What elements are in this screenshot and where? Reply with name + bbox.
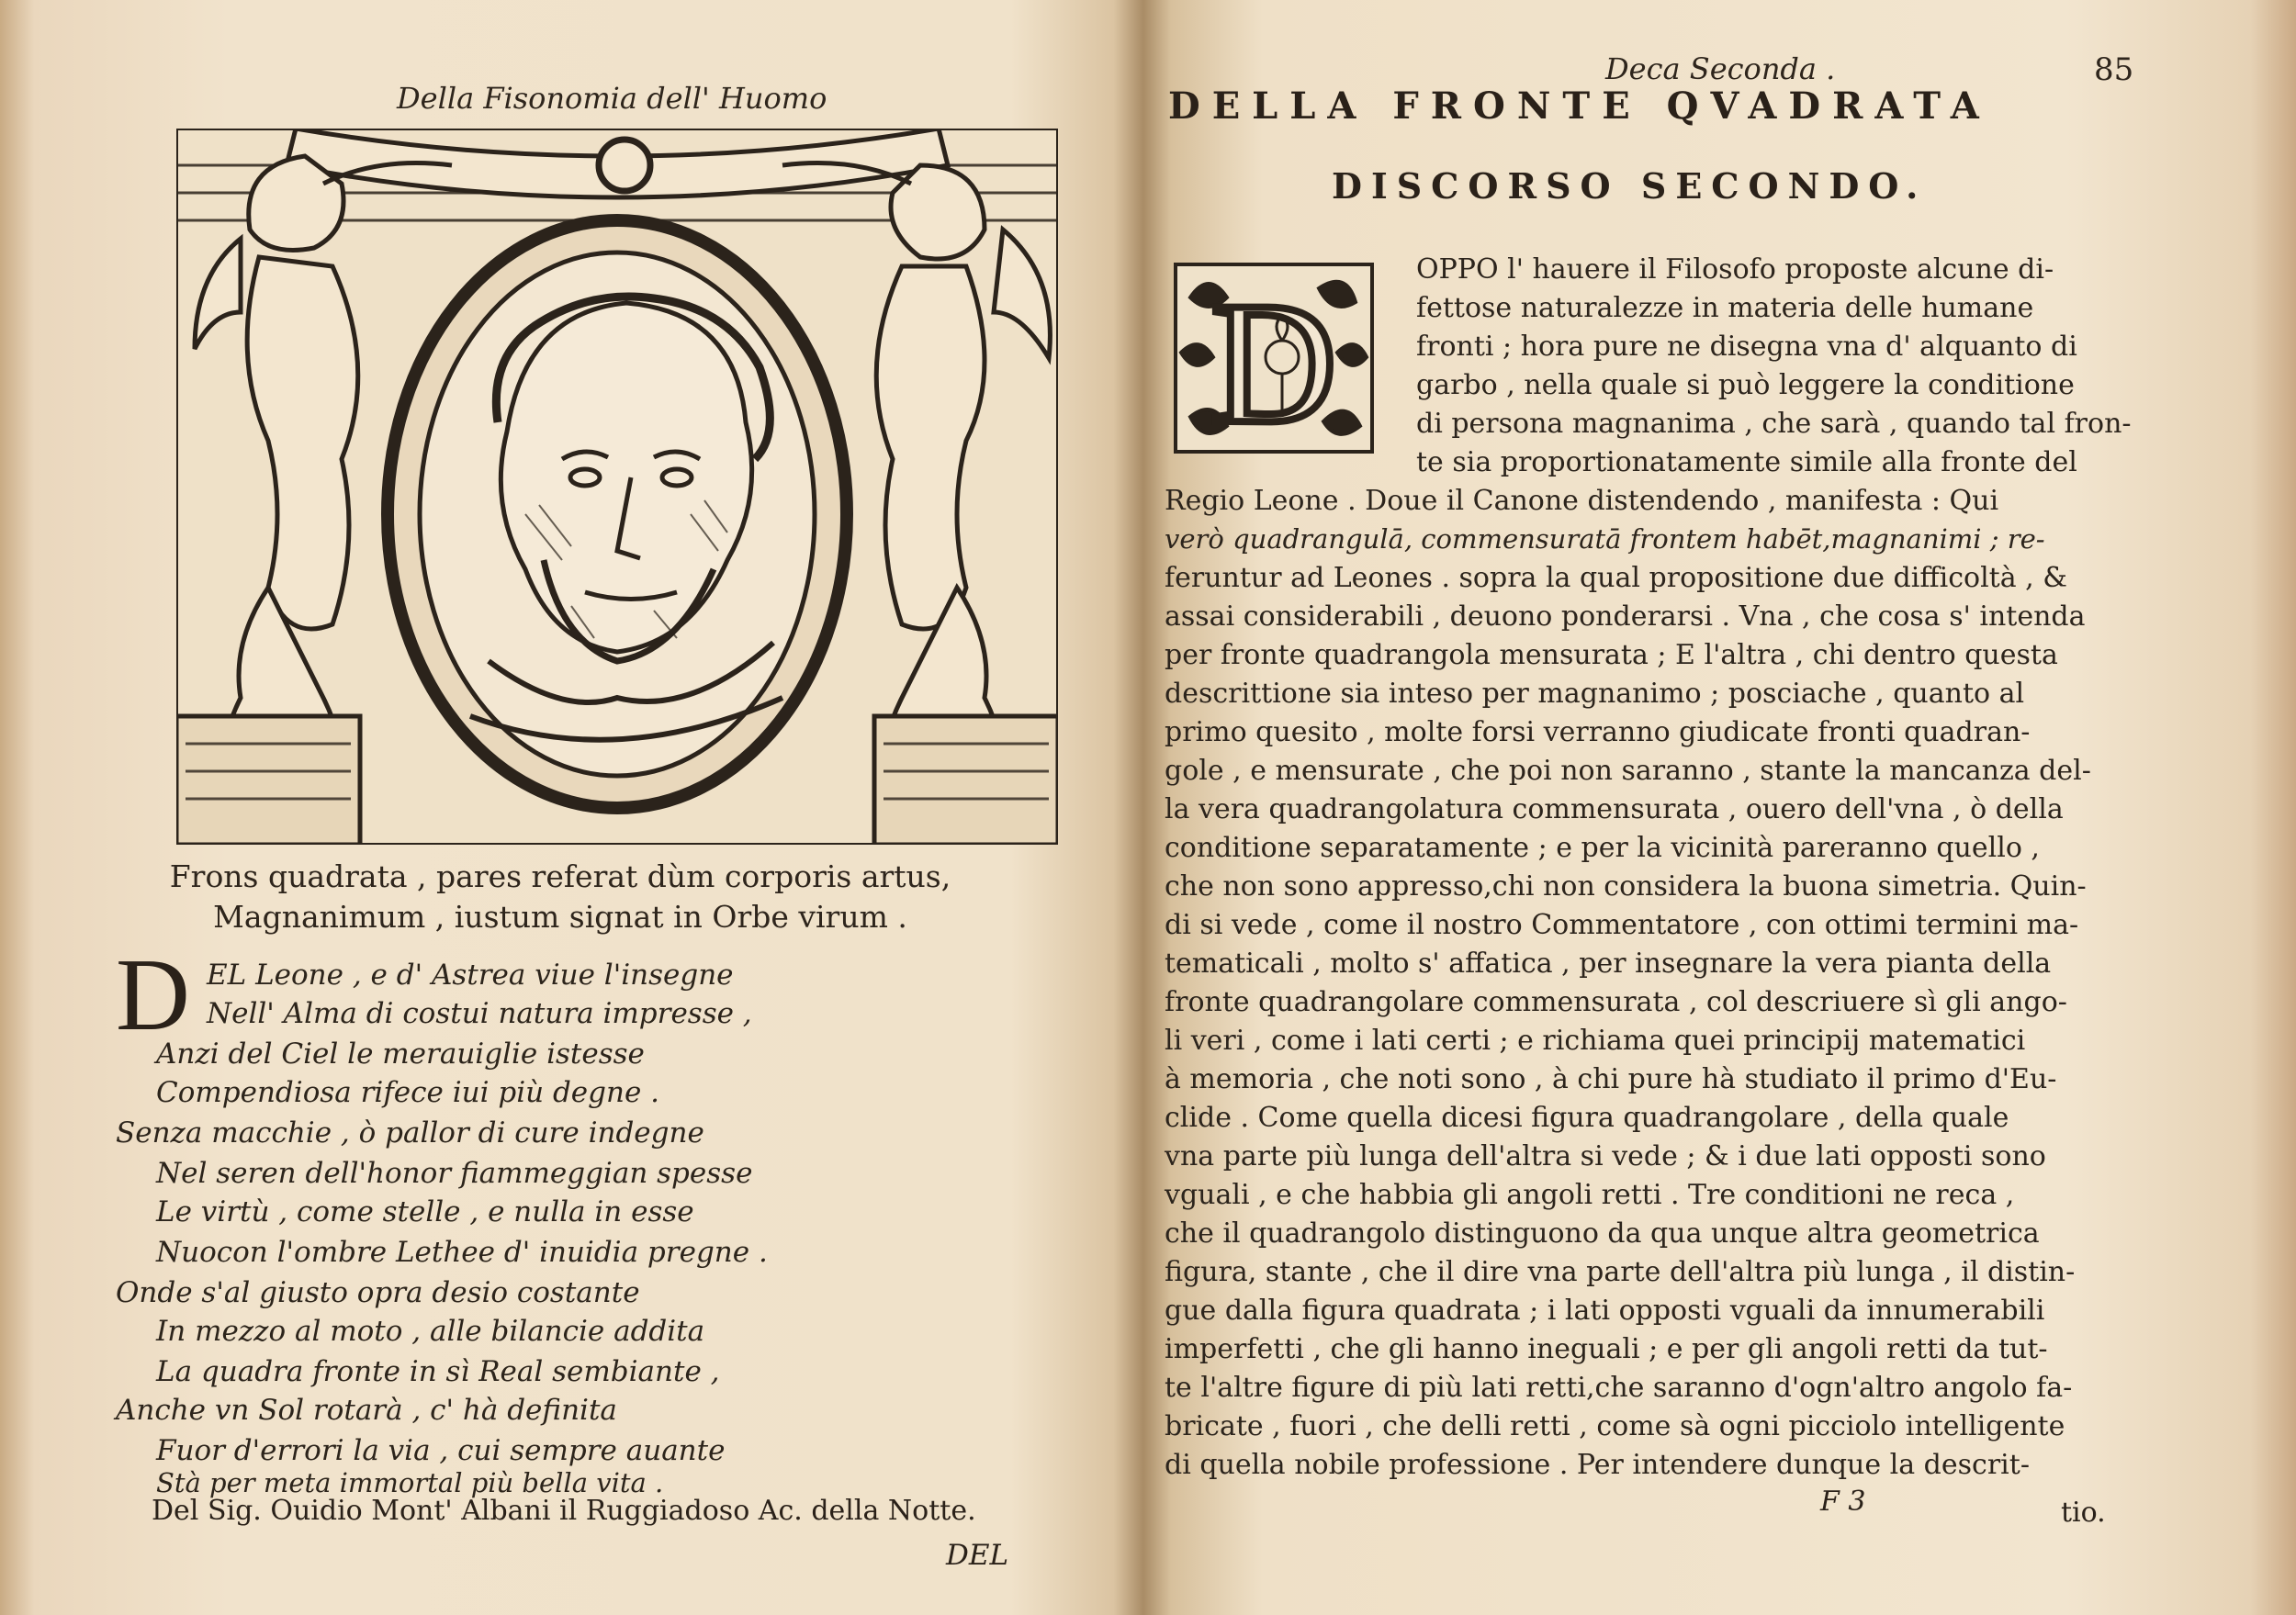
poem-line-3: Anzi del Ciel le merauiglie istesse (156, 1037, 645, 1071)
body-line-18: di si vede , come il nostro Commentatore , con ottimi termini ma- (1165, 909, 2079, 941)
poem-line-2: Nell' Alma di costui natura impresse , (207, 997, 752, 1030)
body-line-23: clide . Come quella dicesi figura quadrangolare , della quale (1165, 1102, 2009, 1134)
body-line-20: fronte quadrangolare commensurata , col descriuere sì gli ango- (1165, 986, 2067, 1018)
poem-line-10: In mezzo al moto , alle bilancie addita (156, 1315, 705, 1348)
chapter-subtitle: DISCORSO SECONDO. (1332, 165, 1928, 207)
body-line-5: di persona magnanima , che sarà , quando tal fron- (1416, 408, 2132, 440)
body-line-31: bricate , fuori , che delli retti , come sà ogni picciolo intelligente (1165, 1410, 2065, 1442)
body-line-11: per fronte quadrangola mensurata ; E l'altra , chi dentro questa (1165, 639, 2058, 671)
left-running-head: Della Fisonomia dell' Huomo (397, 81, 827, 116)
body-line-14: gole , e mensurate , che poi non saranno , stante la mancanza del- (1165, 755, 2091, 787)
right-catchword: tio. (2061, 1497, 2106, 1529)
caption-line-2: Magnanimum , iustum signat in Orbe virum . (213, 899, 907, 935)
initial-letter: D (1210, 267, 1337, 455)
body-line-19: tematicali , molto s' affatica , per insegnare la vera pianta della (1165, 948, 2052, 980)
chapter-title: DELLA FRONTE QVADRATA (1168, 84, 1991, 128)
body-line-12: descrittione sia inteso per magnanimo ; posciache , quanto al (1165, 678, 2025, 710)
body-line-6: te sia proportionatamente simile alla fronte del (1416, 446, 2077, 478)
poem-line-11: La quadra fronte in sì Real sembiante , (156, 1355, 720, 1388)
poem-attribution: Del Sig. Ouidio Mont' Albani il Ruggiadoso Ac. della Notte. (152, 1495, 976, 1527)
body-line-15: la vera quadrangolatura commensurata , ouero dell'vna , ò della (1165, 793, 2064, 825)
poem-line-1: EL Leone , e d' Astrea viue l'insegne (207, 959, 734, 992)
body-line-3: fronti ; hora pure ne disegna vna d' alquanto di (1416, 331, 2077, 363)
body-line-27: figura, stante , che il dire vna parte dell'altra più lunga , il distin- (1165, 1256, 2076, 1288)
body-line-21: li veri , come i lati certi ; e richiama quei principij matematici (1165, 1025, 2026, 1057)
floral-initial-icon (1172, 261, 1376, 455)
body-line-2: fettose naturalezze in materia delle humane (1416, 292, 2034, 324)
caption-line-1: Frons quadrata , pares referat dùm corporis artus, (169, 858, 951, 894)
poem-line-5: Senza macchie , ò pallor di cure indegne (116, 1116, 704, 1150)
body-line-22: à memoria , che noti sono , à chi pure hà studiato il primo d'Eu- (1165, 1063, 2057, 1095)
poem-line-13: Fuor d'errori la via , cui sempre auante (156, 1434, 726, 1467)
body-line-9: feruntur ad Leones . sopra la qual propositione due difficoltà , & (1165, 562, 2067, 594)
signature-mark: F 3 (1820, 1486, 1866, 1518)
poem-line-14: Stà per meta immortal più bella vita . (156, 1467, 664, 1498)
body-line-32: di quella nobile professione . Per intendere dunque la descrit- (1165, 1449, 2030, 1481)
poem-line-4: Compendiosa rifece iui più degne . (156, 1076, 659, 1109)
left-page (0, 0, 1102, 1615)
body-line-4: garbo , nella quale si può leggere la conditione (1416, 369, 2075, 401)
body-line-13: primo quesito , molte forsi verranno giudicate fronti quadran- (1165, 716, 2031, 748)
poem-line-12: Anche vn Sol rotarà , c' hà definita (116, 1394, 617, 1427)
portrait-woodcut-icon (176, 129, 1058, 845)
poem-line-7: Le virtù , come stelle , e nulla in esse (156, 1195, 694, 1228)
body-line-7: Regio Leone . Doue il Canone distendendo , manifesta : Qui (1165, 485, 1999, 517)
body-line-8: verò quadrangulā, commensuratā frontem habēt,magnanimi ; re- (1165, 523, 2045, 555)
poem-line-9: Onde s'al giusto opra desio costante (116, 1276, 640, 1309)
body-line-10: assai considerabili , deuono ponderarsi . Vna , che cosa s' intenda (1165, 600, 2086, 633)
poem-line-6: Nel seren dell'honor fiammeggian spesse (156, 1157, 753, 1190)
body-line-29: imperfetti , che gli hanno ineguali ; e per gli angoli retti da tut- (1165, 1333, 2048, 1365)
body-line-17: che non sono appresso,chi non considera la buona simetria. Quin- (1165, 870, 2087, 903)
body-line-24: vna parte più lunga dell'altra si vede ; & i due lati opposti sono (1165, 1140, 2046, 1172)
body-line-1: OPPO l' hauere il Filosofo proposte alcune di- (1416, 253, 2054, 286)
body-line-26: che il quadrangolo distinguono da qua unque altra geometrica (1165, 1217, 2040, 1250)
body-line-25: vguali , e che habbia gli angoli retti . Tre conditioni ne reca , (1165, 1179, 2015, 1211)
body-line-16: conditione separatamente ; e per la vicinità pareranno quello , (1165, 832, 2040, 864)
left-catchword: DEL (946, 1539, 1009, 1572)
poem-line-8: Nuocon l'ombre Lethee d' inuidia pregne . (156, 1236, 768, 1269)
body-line-30: te l'altre figure di più lati retti,che saranno d'ogn'altro angolo fa- (1165, 1372, 2073, 1404)
page-number: 85 (2094, 51, 2134, 88)
body-line-28: gue dalla figura quadrata ; i lati opposti vguali da innumerabili (1165, 1295, 2045, 1327)
poem-initial: D (116, 938, 190, 1052)
right-running-head: Deca Seconda . (1605, 51, 1836, 86)
